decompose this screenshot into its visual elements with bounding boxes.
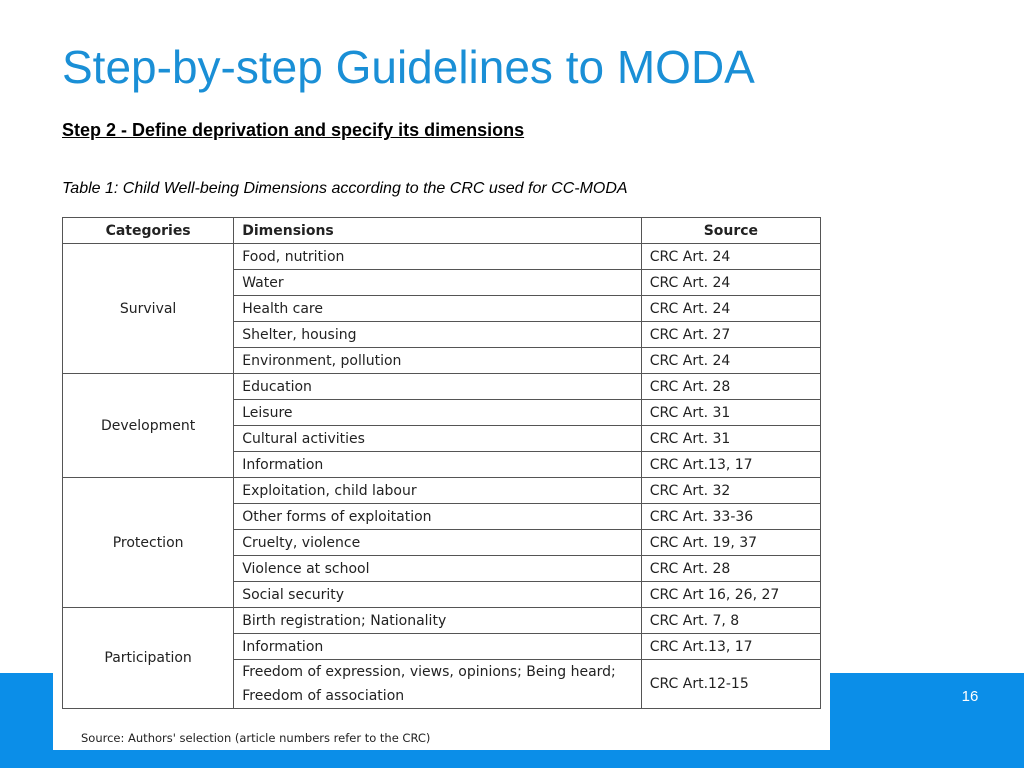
source-cell: CRC Art. 28: [641, 556, 820, 582]
dimension-cell: Information: [234, 634, 642, 660]
table-header-row: [63, 218, 821, 244]
table-caption: Table 1: Child Well-being Dimensions according to the CRC used for CC-MODA: [62, 180, 628, 197]
category-cell: Development: [63, 374, 234, 478]
page-number: 16: [961, 688, 979, 705]
table-panel: [53, 208, 830, 750]
step-heading: Step 2 - Define deprivation and specify its dimensions: [62, 120, 525, 140]
source-cell: CRC Art. 28: [641, 374, 820, 400]
dimension-cell: Environment, pollution: [234, 348, 642, 374]
table-row: [63, 608, 821, 634]
dimension-cell: Water: [234, 270, 642, 296]
dimension-cell: Cultural activities: [234, 426, 642, 452]
dimension-cell: Health care: [234, 296, 642, 322]
source-cell: CRC Art. 32: [641, 478, 820, 504]
source-cell: CRC Art.12-15: [641, 660, 820, 709]
dimension-cell: Education: [234, 374, 642, 400]
header-source: Source: [641, 218, 820, 244]
source-cell: CRC Art.13, 17: [641, 634, 820, 660]
source-cell: CRC Art. 27: [641, 322, 820, 348]
dimension-cell: Social security: [234, 582, 642, 608]
dimension-cell: Food, nutrition: [234, 244, 642, 270]
category-cell: Survival: [63, 244, 234, 374]
table-body: [63, 244, 821, 709]
dimension-cell: Freedom of expression, views, opinions; Being heard; Freedom of association: [234, 660, 642, 709]
source-cell: CRC Art. 19, 37: [641, 530, 820, 556]
category-cell: Protection: [63, 478, 234, 608]
source-cell: CRC Art. 33-36: [641, 504, 820, 530]
dimension-cell: Exploitation, child labour: [234, 478, 642, 504]
dimension-cell: Birth registration; Nationality: [234, 608, 642, 634]
source-cell: CRC Art. 24: [641, 270, 820, 296]
source-cell: CRC Art. 24: [641, 244, 820, 270]
header-dimensions: Dimensions: [234, 218, 642, 244]
table-row: [63, 478, 821, 504]
dimension-cell: Other forms of exploitation: [234, 504, 642, 530]
source-cell: CRC Art. 24: [641, 348, 820, 374]
source-cell: CRC Art. 7, 8: [641, 608, 820, 634]
table-row: [63, 374, 821, 400]
dimension-cell: Violence at school: [234, 556, 642, 582]
dimensions-table: [62, 217, 821, 709]
source-cell: CRC Art. 31: [641, 426, 820, 452]
source-cell: CRC Art 16, 26, 27: [641, 582, 820, 608]
dimension-cell: Cruelty, violence: [234, 530, 642, 556]
table-row: [63, 244, 821, 270]
dimension-cell: Leisure: [234, 400, 642, 426]
dimension-cell: Shelter, housing: [234, 322, 642, 348]
source-note: Source: Authors' selection (article numbers refer to the CRC): [81, 731, 431, 745]
dimension-cell: Information: [234, 452, 642, 478]
category-cell: Participation: [63, 608, 234, 709]
source-cell: CRC Art. 31: [641, 400, 820, 426]
source-cell: CRC Art.13, 17: [641, 452, 820, 478]
source-cell: CRC Art. 24: [641, 296, 820, 322]
header-categories: Categories: [63, 218, 234, 244]
slide-title: Step-by-step Guidelines to MODA: [62, 41, 755, 93]
